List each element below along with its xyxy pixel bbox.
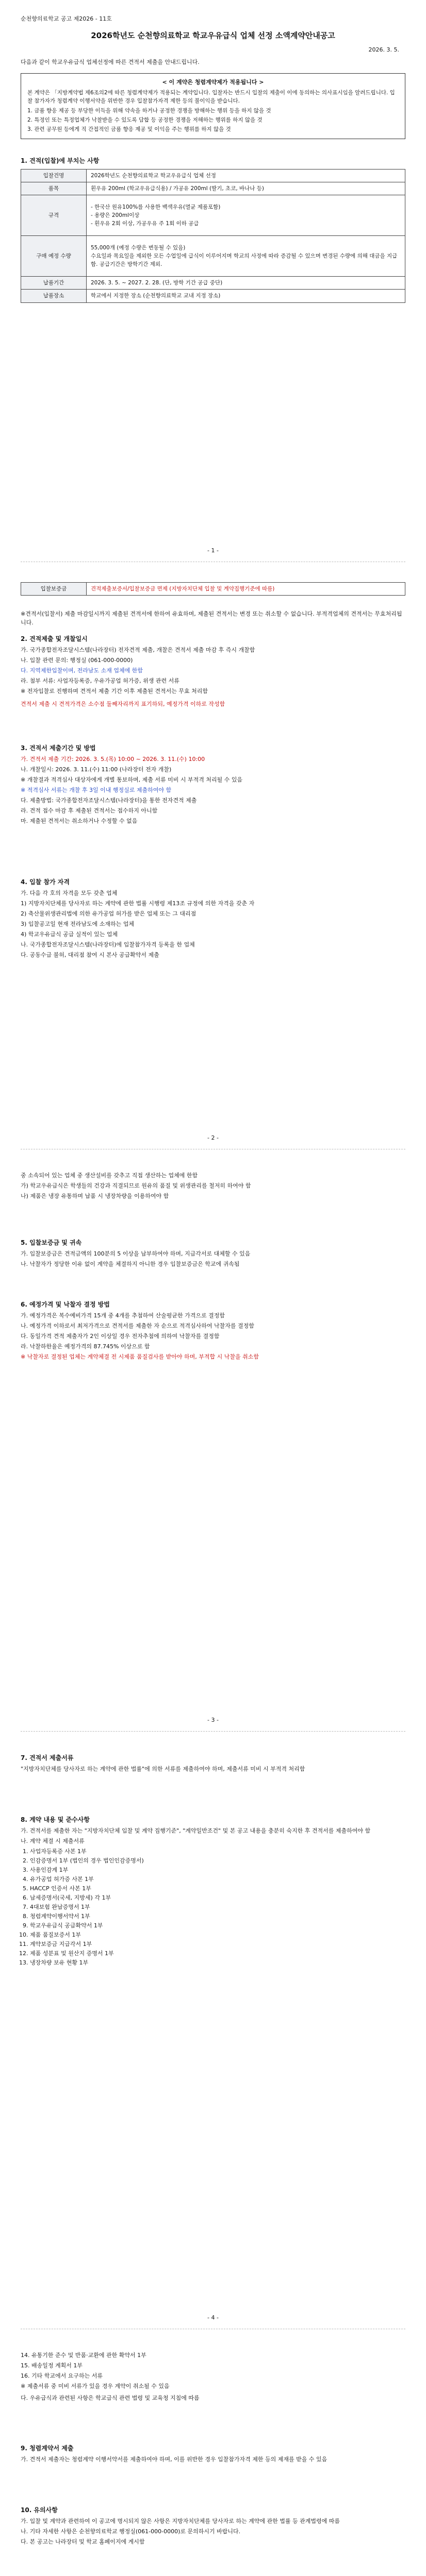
paragraph: 15. 배송일정 계획서 1부 [21, 2362, 83, 2369]
table-cell-label: 규격 [21, 195, 87, 236]
paragraph: ※ 전자입찰로 진행하며 견적서 제출 기간 이후 제출된 견적서는 무효 처리함 [21, 687, 208, 694]
notice-title: < 이 계약은 청렴계약제가 적용됩니다 > [162, 79, 264, 86]
paragraph: 1) 지방자치단체를 당사자로 하는 계약에 관한 법률 시행령 제13조 규정에 의한 자격을 갖춘 자 [21, 900, 255, 907]
bond-table [21, 582, 405, 596]
warning-line: ※ 낙찰자로 결정된 업체는 계약체결 전 시제품 품질검사를 받아야 하며, 부적합 시 낙찰을 취소함 [21, 1353, 259, 1360]
notice-line: 본 계약은 「지방계약법 제6조의2에 따른 청렴계약제가 적용되는 계약입니다. 입찰자는 반드시 입찰의 제출이 이에 동의하는 의사표시임을 알려드립니다. 입찰 참가자가 청렴계약 이행서약을 위반한 경우 입찰참가자격 제한 등의 불이익을 받습니다. [27, 90, 395, 105]
paragraph: 가. 견적서를 제출한 자는 "지방자치단체 입찰 및 계약 집행기준", "계약일반조건" 및 본 공고 내용을 충분히 숙지한 후 견적서를 제출하여야 함 [21, 1827, 371, 1834]
list-item: 4. 유가공업 허가증 사본 1부 [30, 1875, 405, 1884]
list-item: 9. 학교우유급식 공급확약서 1부 [30, 1921, 405, 1930]
paragraph: 14. 유통기한 준수 및 반품·교환에 관한 확약서 1부 [21, 2352, 146, 2359]
section-4 [21, 876, 405, 961]
table-row [21, 583, 405, 596]
paragraph: 가. 국가종합전자조달시스템(나라장터) 전자견적 제출, 개찰은 견적서 제출 마감 후 즉시 개찰함 [21, 646, 255, 653]
notice-line: ※ 적격심사 서류는 개찰 후 3일 이내 행정실로 제출하여야 함 [21, 786, 172, 793]
bid-info-table [21, 169, 405, 303]
table-cell-label: 품목 [21, 182, 87, 195]
paragraph: 가. 견적서 제출자는 청렴계약 이행서약서를 제출하여야 하며, 이를 위반한 경우 입찰참가자격 제한 등의 제재를 받을 수 있음 [21, 2455, 327, 2463]
paragraph: 가) 학교우유급식은 학생들의 건강과 직결되므로 원유의 품질 및 위생관리를 철저히 하여야 함 [21, 1182, 251, 1190]
table-row [21, 277, 405, 290]
warning-line: 견적서 제출 시 견적가격은 소수점 둘째자리까지 표기하되, 예정가격 이하로 작성함 [21, 700, 225, 707]
table-cell-value: 2026. 3. 5. ~ 2027. 2. 28. (단, 방학 기간 공급 중단) [87, 277, 405, 290]
notice-line: 2. 특정인 또는 특정업체가 낙찰받을 수 있도록 담합 등 공정한 경쟁을 저해하는 행위를 하지 않을 것 [27, 116, 263, 123]
section-title: 7. 견적서 제출서류 [21, 1754, 74, 1761]
page-number: - 2 - [207, 1134, 219, 1141]
table-cell-value: 견적제출보증서/입찰보증금 면제 (지방자치단체 입찰 및 계약집행기준에 따름) [87, 583, 405, 596]
section-6 [21, 1298, 405, 1363]
section-8 [21, 1814, 405, 1968]
list-item: 13. 냉장차량 보유 현황 1부 [30, 1958, 405, 1967]
paragraph: 다. 동일가격 견적 제출자가 2인 이상일 경우 전자추첨에 의하여 낙찰자를 결정함 [21, 1332, 220, 1340]
section-8-cont [21, 2349, 405, 2404]
table-cell-label: 입찰보증금 [21, 583, 87, 596]
paragraph: 다. 제출방법: 국가종합전자조달시스템(나라장터)을 통한 전자견적 제출 [21, 796, 197, 804]
section-title: 4. 입찰 참가 자격 [21, 878, 70, 886]
section-3 [21, 742, 405, 827]
paragraph: 라. 첨부 서류: 사업자등록증, 우유가공업 허가증, 위생 관련 서류 [21, 677, 179, 684]
paragraph: 다. 본 공고는 나라장터 및 학교 홈페이지에 게시함 [21, 2538, 145, 2545]
paragraph: 나. 낙찰자가 정당한 이유 없이 계약을 체결하지 아니한 경우 입찰보증금은 학교에 귀속됨 [21, 1260, 240, 1267]
paragraph: 다. 지역제한입찰이며, 전라남도 소재 업체에 한함 [21, 667, 143, 674]
page-divider [21, 1731, 405, 1732]
paragraph: 4) 학교우유급식 공급 실적이 있는 업체 [21, 930, 118, 938]
section-title: 10. 유의사항 [21, 2506, 58, 2514]
paragraph: 다. 우유급식과 관련된 사항은 학교급식 관련 법령 및 교육청 지침에 따름 [21, 2395, 200, 2402]
table-row [21, 195, 405, 236]
table-cell-value: 흰우유 200ml (학교우유급식용) / 가공유 200ml (딸기, 초코, 바나나 등) [87, 182, 405, 195]
list-item: 10. 제품 품질보증서 1부 [30, 1930, 405, 1939]
section-9 [21, 2442, 405, 2465]
table-cell-value: 55,000개 (예정 수량은 변동될 수 있음) 수요일과 목요일을 제외한 모든 수업일에 급식이 이루어지며 학교의 사정에 따라 증감될 수 있으며 변경된 수량에 의해 대금을 지급함. 공급기간은 방학기간 제외. [87, 236, 405, 277]
paragraph: ※ 제출서류 중 미비 서류가 있을 경우 계약이 취소될 수 있음 [21, 2383, 170, 2390]
section-title: 5. 입찰보증금 및 귀속 [21, 1239, 82, 1246]
table-cell-label: 납품기간 [21, 277, 87, 290]
section-4-cont [21, 1170, 405, 1202]
intro-text: 다음과 같이 학교우유급식 업체선정에 따른 견적서 제출을 안내드립니다. [21, 59, 200, 65]
paragraph: 가. 견적서 제출 기간: 2026. 3. 5.(목) 10:00 ~ 2026. 3. 11.(수) 10:00 [21, 755, 205, 762]
table-row [21, 236, 405, 277]
paragraph: 가. 다음 각 호의 자격을 모두 갖춘 업체 [21, 889, 118, 896]
paragraph: 나. 예정가격 이하로서 최저가격으로 견적서를 제출한 자 순으로 적격심사하여 낙찰자를 결정함 [21, 1322, 254, 1329]
section-title: 1. 견적(입찰)에 부치는 사항 [21, 157, 100, 164]
paragraph: 나. 계약 체결 시 제출서류 [21, 1837, 85, 1844]
list-item: 6. 납세증명서(국세, 지방세) 각 1부 [30, 1893, 405, 1902]
list-item: 1. 사업자등록증 사본 1부 [30, 1847, 405, 1856]
notice-line: 3. 관련 공무원 등에게 직 간접적인 금품 향응 제공 및 이익을 주는 행위를 하지 않을 것 [27, 126, 231, 133]
paragraph: 가. 예정가격은 복수예비가격 15개 중 4개를 추첨하여 산술평균한 가격으로 결정함 [21, 1312, 225, 1319]
paragraph: 나) 제품은 냉장 유통하며 납품 시 냉장차량을 이용하여야 함 [21, 1193, 169, 1200]
list-item: 2. 인감증명서 1부 (법인의 경우 법인인감증명서) [30, 1856, 405, 1865]
section-5 [21, 1236, 405, 1270]
document-number: 순천향의료학교 공고 제2026 - 11호 [21, 15, 112, 22]
paragraph: 다. 공동수급 불허, 대리점 참여 시 본사 공급확약서 제출 [21, 951, 159, 958]
integrity-notice-box [21, 73, 405, 139]
list-item: 3. 사용인감계 1부 [30, 1866, 405, 1874]
page-title: 2026학년도 순천향의료학교 학교우유급식 업체 선정 소액계약안내공고 [91, 31, 335, 40]
required-docs-list [21, 1847, 405, 1968]
page-number: - 4 - [207, 2314, 219, 2321]
section-1 [21, 155, 405, 303]
table-cell-value: - 한국산 원유100%를 사용한 백색우유(멸균 제품포함) - 용량은 200ml이상 - 흰우유 2회 이상, 가공우유 주 1회 이하 공급 [87, 195, 405, 236]
section-10 [21, 2504, 405, 2548]
paragraph: ※견적서(입찰서) 제출 마감일시까지 제출된 견적서에 한하여 유효하며, 제출된 견적서는 변경 또는 취소할 수 없습니다. 부적격업체의 견적서는 무효처리됩니다. [21, 611, 402, 626]
section-title: 6. 예정가격 및 낙찰자 결정 방법 [21, 1301, 110, 1308]
section-7 [21, 1752, 405, 1775]
paragraph: 마. 제출된 견적서는 취소하거나 수정할 수 없음 [21, 817, 138, 824]
paragraph: 나. 입찰 관련 문의: 행정실 (061-000-0000) [21, 656, 133, 664]
paragraph: ※ 개찰결과 적격심사 대상자에게 개별 통보하며, 제출 서류 미비 시 부적격 처리될 수 있음 [21, 776, 243, 783]
paragraph: 중 소속되어 있는 업체 중 생산설비를 갖추고 직접 생산하는 업체에 한함 [21, 1172, 198, 1179]
section-title: 3. 견적서 제출기간 및 방법 [21, 744, 96, 752]
section-title: 2. 견적제출 및 개찰일시 [21, 635, 88, 643]
paragraph: 나. 국가종합전자조달시스템(나라장터)에 입찰참가자격 등록을 한 업체 [21, 941, 195, 948]
paragraph: 가. 입찰 및 계약과 관련하여 이 공고에 명시되지 않은 사항은 지방자치단체를 당사자로 하는 계약에 관한 법률 등 관계법령에 따름 [21, 2517, 340, 2524]
list-item: 8. 청렴계약이행서약서 1부 [30, 1912, 405, 1921]
list-item: 5. HACCP 인증서 사본 1부 [30, 1884, 405, 1893]
notice-date: 2026. 3. 5. [368, 46, 399, 53]
paragraph: 나. 개찰일시: 2026. 3. 11.(수) 11:00 (나라장터 전자 개찰) [21, 766, 172, 773]
table-cell-label: 입찰건명 [21, 169, 87, 182]
section-2 [21, 608, 405, 710]
list-item: 12. 제품 성분표 및 원산지 증명서 1부 [30, 1949, 405, 1958]
page-number: - 3 - [207, 1717, 219, 1723]
paragraph: 라. 낙찰하한율은 예정가격의 87.745% 이상으로 함 [21, 1343, 150, 1350]
paragraph: 16. 기타 학교에서 요구하는 서류 [21, 2372, 103, 2380]
paragraph: 라. 견적 접수 마감 후 제출된 견적서는 접수하지 아니함 [21, 807, 158, 814]
table-cell-label: 구매 예정 수량 [21, 236, 87, 277]
paragraph: 나. 기타 자세한 사항은 순천향의료학교 행정실(061-000-0000)로 문의하시기 바랍니다. [21, 2528, 241, 2535]
table-row [21, 169, 405, 182]
section-title: 9. 청렴계약서 제출 [21, 2445, 74, 2452]
paragraph: "지방자치단체를 당사자로 하는 계약에 관한 법률"에 의한 서류를 제출하여야 하며, 제출서류 미비 시 부적격 처리함 [21, 1765, 305, 1772]
page-number: - 1 - [207, 547, 219, 554]
paragraph: 3) 입찰공고일 현재 전라남도에 소재하는 업체 [21, 920, 135, 927]
list-item: 11. 계약보증금 지급각서 1부 [30, 1940, 405, 1948]
table-cell-value: 학교에서 지정한 장소 (순천향의료학교 교내 지정 장소) [87, 290, 405, 302]
list-item: 7. 4대보험 완납증명서 1부 [30, 1903, 405, 1911]
table-row [21, 290, 405, 302]
notice-line: 1. 금품 향응 제공 등 부당한 이득을 위해 약속을 하거나 공정한 경쟁을 방해하는 행위 등을 하지 않을 것 [27, 107, 271, 114]
paragraph: 가. 입찰보증금은 견적금액의 100분의 5 이상을 납부하여야 하며, 지급각서로 대체할 수 있음 [21, 1250, 251, 1257]
section-1-note [21, 582, 405, 596]
paragraph: 2) 축산물위생관리법에 의한 유가공업 허가를 받은 업체 또는 그 대리점 [21, 910, 196, 917]
table-cell-value: 2026학년도 순천향의료학교 학교우유급식 업체 선정 [87, 169, 405, 182]
section-title: 8. 계약 내용 및 준수사항 [21, 1816, 90, 1823]
table-row [21, 182, 405, 195]
table-cell-label: 납품장소 [21, 290, 87, 302]
